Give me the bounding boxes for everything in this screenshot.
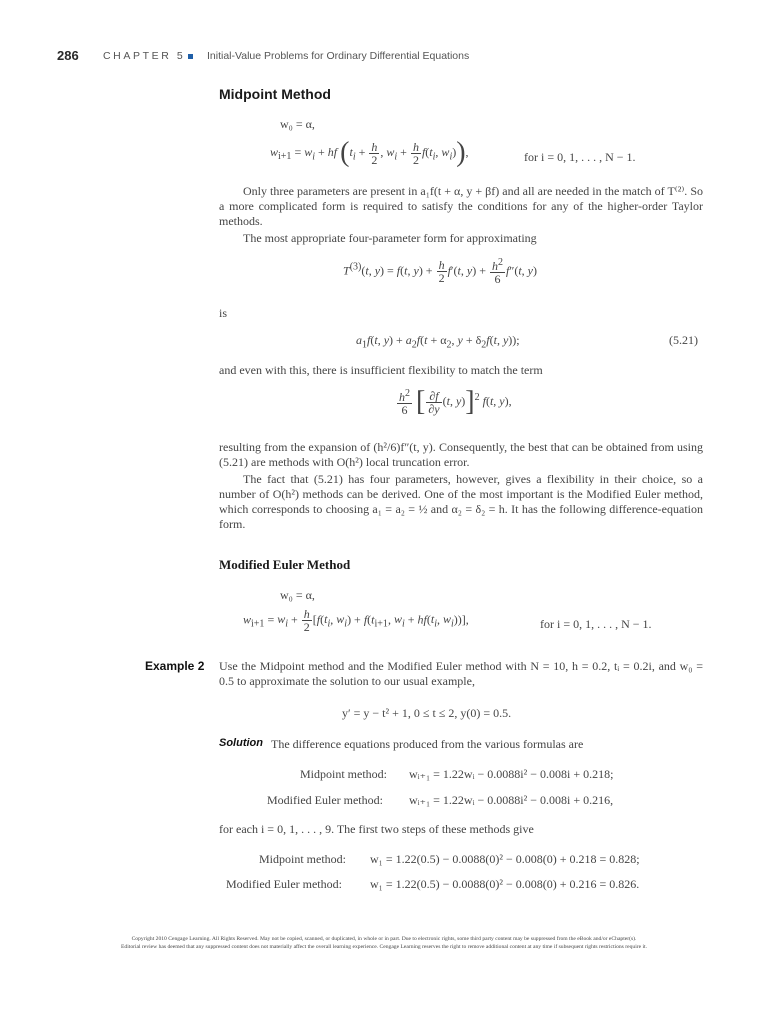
midpoint-eq-range: for i = 0, 1, . . . , N − 1.: [524, 150, 636, 164]
solution-midpoint-label: Midpoint method:: [300, 767, 387, 781]
solution-text: The difference equations produced from the various formulas are: [271, 737, 584, 751]
chapter-label: CHAPTER 5: [103, 50, 186, 62]
modified-euler-eq-recurrence: $w_{i+1} = w_i$ + $\frac{h}{2}$ [$f(t_i$, $w_i) + f(t_{i+1}$, $w_i + hf(t_i$, $w_i$))],: [243, 607, 469, 634]
modified-euler-eq-initial: w₀ = α,: [280, 588, 315, 602]
header-square-icon: [188, 54, 193, 59]
paragraph-three-parameters: Only three parameters are present in a₁f(t + α, y + βf) and all are needed in the match of T⁽²⁾. So a more complicated form is required to satisfy the conditions for any of the higher-order Taylor methods.: [219, 184, 703, 228]
midpoint-heading: Midpoint Method: [219, 86, 331, 102]
chapter-title: Initial-Value Problems for Ordinary Differential Equations: [207, 50, 470, 62]
example-ode: y′ = y − t² + 1, 0 ≤ t ≤ 2, y(0) = 0.5.: [342, 706, 512, 720]
copyright-line-1: Copyright 2010 Cengage Learning. All Rights Reserved. May not be copied, scanned, or duplicated, in whole or in part. Due to electronic rights, some third party content may be suppressed from the eBook and/or eChapter(s).: [131, 936, 637, 942]
solution-modified-equation: wᵢ₊₁ = 1.22wᵢ − 0.0088i² − 0.008i + 0.216,: [409, 793, 614, 807]
solution-label: Solution: [219, 737, 263, 749]
paragraph-four-parameter-form: The most appropriate four-parameter form for approximating: [243, 231, 537, 245]
copyright-line-2: Editorial review has deemed that any suppressed content does not materially affect the overall learning experience. Cengage Learning reserves the right to remove additional content at any time if subsequent rights restrictions require it.: [121, 944, 647, 950]
midpoint-eq-recurrence: $w_{i+1} = w_i$ + hf ($t_i$ + $\frac{h}{2}$ , $w_i$ + $\frac{h}{2}$ $f(t_i$, $w_i$)),: [270, 137, 469, 168]
taylor-term-equation: $\frac{h^2}{6}$ [ $\frac{\partial f}{\partial y}$ (t, y)]$^2$ f(t, y),: [399, 386, 512, 417]
equation-number-5-21: (5.21): [669, 333, 698, 347]
taylor-t3-equation: $T^{(3)}(t$, y) = f(t, y) + $\frac{h}{2}$ f′(t, y) + $\frac{h^2}{6}$ f″(t, y): [343, 257, 537, 286]
paragraph-modified-euler-intro: The fact that (5.21) has four parameters, however, gives a flexibility in their choice, so a number of O(h²) methods can be derived. One of the most important is the Modified Euler method, which corresponds to choosing a₁ = a₂ = ½ and α₂ = δ₂ = h. It has the following difference-equation form.: [219, 472, 703, 531]
paragraph-insufficient-flexibility: and even with this, there is insufficient flexibility to match the term: [219, 363, 543, 377]
solution-after-text: for each i = 0, 1, . . . , 9. The first two steps of these methods give: [219, 822, 534, 836]
page-number: 286: [57, 48, 79, 63]
solution-modified-label: Modified Euler method:: [267, 793, 383, 807]
example-label: Example 2: [145, 659, 205, 673]
step-midpoint-equation: w₁ = 1.22(0.5) − 0.0088(0)² − 0.008(0) + 0.218 = 0.828;: [370, 852, 640, 866]
midpoint-eq-initial: w₀ = α,: [280, 117, 315, 131]
example-text: Use the Midpoint method and the Modified Euler method with N = 10, h = 0.2, tᵢ = 0.2i, and w₀ = 0.5 to approximate the solution to our usual example,: [219, 659, 703, 688]
modified-euler-heading: Modified Euler Method: [219, 557, 351, 572]
paragraph-expansion-result: resulting from the expansion of (h²/6)f″(t, y). Consequently, the best that can be obtained from using (5.21) are methods with O(h²) local truncation error.: [219, 440, 703, 469]
modified-euler-eq-range: for i = 0, 1, . . . , N − 1.: [540, 617, 652, 631]
step-modified-label: Modified Euler method:: [226, 877, 342, 891]
word-is: is: [219, 306, 228, 320]
solution-midpoint-equation: wᵢ₊₁ = 1.22wᵢ − 0.0088i² − 0.008i + 0.218;: [409, 767, 614, 781]
step-midpoint-label: Midpoint method:: [259, 852, 346, 866]
equation-5-21: $a_1f(t$, $y) + a_2f(t + \alpha_2$, $y + \delta_2f(t$, y));: [356, 333, 520, 351]
step-modified-equation: w₁ = 1.22(0.5) − 0.0088(0)² − 0.008(0) + 0.216 = 0.826.: [370, 877, 640, 891]
